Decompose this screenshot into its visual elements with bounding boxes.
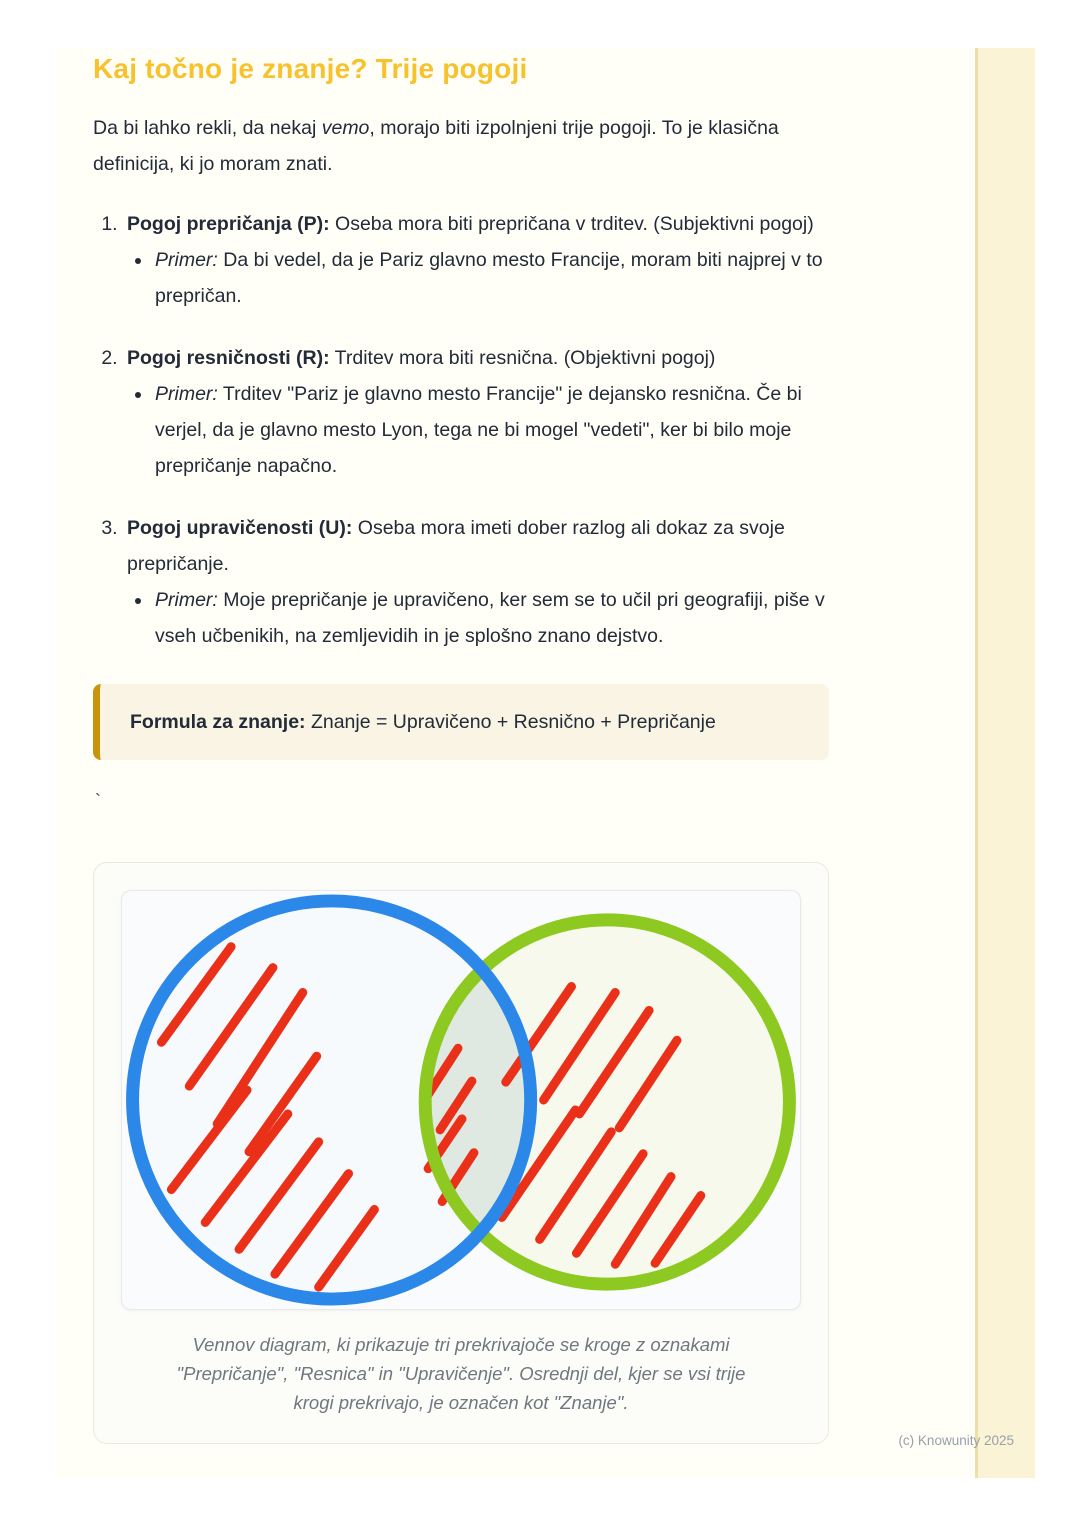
conditions-list bbox=[93, 206, 829, 654]
condition-2-text: Trditev mora biti resnična. (Objektivni pogoj) bbox=[334, 347, 716, 369]
condition-1-label: Pogoj prepričanja (P): bbox=[127, 213, 330, 235]
intro-text-italic: vemo bbox=[321, 117, 370, 139]
copyright-note: (c) Knowunity 2025 bbox=[898, 1433, 1014, 1448]
formula-text: Znanje = Upravičeno + Resnično + Prepričanje bbox=[310, 711, 716, 733]
example-item bbox=[153, 582, 829, 654]
venn-figure-card bbox=[93, 862, 829, 1444]
condition-1-examples bbox=[127, 242, 829, 314]
example-label: Primer: bbox=[155, 589, 218, 611]
note-content bbox=[93, 52, 829, 1444]
formula-callout bbox=[93, 684, 829, 760]
condition-3-text: Oseba mora imeti dober razlog ali dokaz za svoje prepričanje. bbox=[127, 517, 785, 575]
intro-paragraph bbox=[93, 110, 829, 182]
figure-caption: Vennov diagram, ki prikazuje tri prekrivajoče se kroge z oznakami "Prepričanje", "Resnica" in "Upravičenje". Osrednji del, kjer se vsi trije krogi prekrivajo, je označen kot "Znanje". bbox=[176, 1334, 746, 1413]
condition-3-label: Pogoj upravičenosti (U): bbox=[127, 517, 353, 539]
condition-item-2 bbox=[123, 340, 829, 484]
condition-3-examples bbox=[127, 582, 829, 654]
example-label: Primer: bbox=[155, 383, 218, 405]
example-text: Da bi vedel, da je Pariz glavno mesto Francije, moram biti najprej v to prepričan. bbox=[155, 249, 823, 307]
formula-label: Formula za znanje: bbox=[130, 711, 306, 733]
condition-2-examples bbox=[127, 376, 829, 484]
example-text: Trditev "Pariz je glavno mesto Francije" je dejansko resnična. Če bi verjel, da je glavno mesto Lyon, tega ne bi mogel "vedeti", ker bi bilo moje prepričanje napačno. bbox=[155, 383, 802, 477]
venn-diagram-image bbox=[121, 890, 801, 1310]
right-margin-strip bbox=[975, 48, 1035, 1478]
intro-text-pre: Da bi lahko rekli, da nekaj bbox=[93, 117, 322, 139]
example-item bbox=[153, 376, 829, 484]
condition-1-text: Oseba mora biti prepričana v trditev. (Subjektivni pogoj) bbox=[335, 213, 814, 235]
stray-backtick: ` bbox=[95, 791, 101, 811]
example-item bbox=[153, 242, 829, 314]
condition-item-1 bbox=[123, 206, 829, 314]
condition-item-3 bbox=[123, 510, 829, 654]
example-label: Primer: bbox=[155, 249, 218, 271]
example-text: Moje prepričanje je upravičeno, ker sem se to učil pri geografiji, piše v vseh učbenikih, na zemljevidih in je splošno znano dejstvo. bbox=[155, 589, 825, 647]
venn-diagram-svg bbox=[122, 891, 800, 1309]
page-title: Kaj točno je znanje? Trije pogoji bbox=[93, 53, 528, 84]
intro-text-post: , morajo biti izpolnjeni trije pogoji. To je klasična definicija, ki jo moram znati. bbox=[93, 117, 779, 175]
condition-2-label: Pogoj resničnosti (R): bbox=[127, 347, 330, 369]
